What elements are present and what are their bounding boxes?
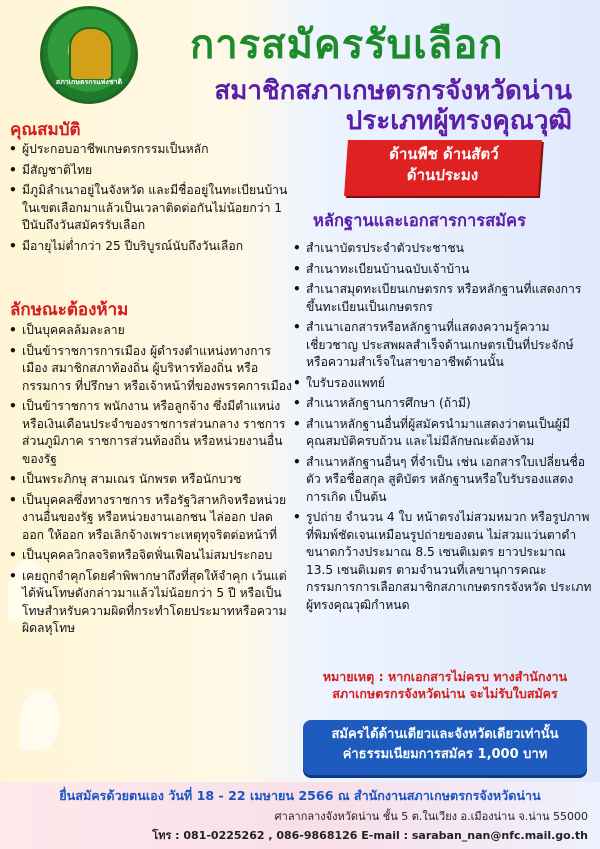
remark-note	[304, 668, 586, 702]
list-item: • สำเนาทะเบียนบ้านฉบับเจ้าบ้าน	[292, 261, 592, 279]
fee-line-1: สมัครได้ด้านเดียวและจังหวัดเดียวเท่านั้น	[331, 727, 559, 742]
qualifications-list	[8, 141, 293, 258]
badge-line-2: ด้านประมง	[406, 166, 479, 184]
fee-line-2: ค่าธรรมเนียมการสมัคร 1,000 บาท	[342, 747, 548, 762]
page-title: การสมัครรับเลือก	[190, 22, 504, 68]
documents-list	[292, 240, 592, 617]
list-item: • สำเนาบัตรประจำตัวประชาชน	[292, 240, 592, 258]
documents-heading: หลักฐานและเอกสารการสมัคร	[313, 211, 526, 230]
list-item: • เป็นข้าราชการการเมือง ผู้ดำรงตำแหน่งทางการเมือง สมาชิกสภาท้องถิ่น ผู้บริหารท้องถิ่น หรือกรรมการ ที่ปรึกษา หรือเจ้าหน้าที่ของพรรคการเมือง	[8, 343, 293, 396]
logo-emblem-icon	[69, 27, 113, 81]
list-item: • สำเนาหลักฐานการศึกษา (ถ้ามี)	[292, 395, 592, 413]
list-item: • เป็นข้าราชการ พนักงาน หรือลูกจ้าง ซึ่งมีตำแหน่งหรือเงินเดือนประจำของราชการส่วนกลาง ราชการส่วนภูมิภาค ราชการส่วนท้องถิ่น หรือหน่วยงานอื่นของรัฐ	[8, 398, 293, 468]
page-subtitle-1: สมาชิกสภาเกษตรกรจังหวัดน่าน	[214, 76, 572, 106]
list-item: • เป็นบุคคลวิกลจริตหรือจิตฟั่นเฟือนไม่สมประกอบ	[8, 547, 293, 565]
qualifications-heading: คุณสมบัติ	[10, 120, 81, 140]
remark-line-2: สภาเกษตรกรจังหวัดน่าน จะไม่รับใบสมัคร	[332, 686, 558, 701]
list-item: • สำเนาสมุดทะเบียนเกษตรกร หรือหลักฐานที่แสดงการขึ้นทะเบียนเป็นเกษตรกร	[292, 281, 592, 316]
list-item: • ผู้ประกอบอาชีพเกษตรกรรมเป็นหลัก	[8, 141, 293, 159]
list-item: • รูปถ่าย จำนวน 4 ใบ หน้าตรงไม่สวมหมวก หรือรูปภาพที่พิมพ์ชัดเจนเหมือนรูปถ่ายของตน ไม่สวมแว่นตาดำ ขนาดกว้างประมาณ 8.5 เซนติเมตร ยาวประมาณ 13.5 เซนติเมตร ตามจำนวนที่เลขานุการคณะกรรมการการเลือกสมาชิกสภาเกษตรกรจังหวัด ประเภทผู้ทรงคุณวุฒิกำหนด	[292, 509, 592, 614]
remark-line-1: หมายเหตุ : หากเอกสารไม่ครบ ทางสำนักงาน	[322, 669, 568, 684]
prohibitions-list	[8, 322, 293, 641]
list-item: • มีสัญชาติไทย	[8, 162, 293, 180]
prohibitions-heading: ลักษณะต้องห้าม	[10, 300, 129, 320]
list-item: • สำเนาหลักฐานอื่นๆ ที่จำเป็น เช่น เอกสารใบเปลี่ยนชื่อตัว หรือชื่อสกุล สูติบัตร หลักฐานหรือใบรับรองแสดงการเกิด เป็นต้น	[292, 454, 592, 507]
list-item: • เป็นพระภิกษุ สามเณร นักพรต หรือนักบวช	[8, 471, 293, 489]
list-item: • เคยถูกจำคุกโดยคำพิพากษาถึงที่สุดให้จำคุก เว้นแต่ได้พ้นโทษดังกล่าวมาแล้วไม่น้อยกว่า 5 ปี หรือเป็นโทษสำหรับความผิดที่กระทำโดยประมาทหรือความผิดลหุโทษ	[8, 568, 293, 638]
list-item: • มีอายุไม่ต่ำกว่า 25 ปีบริบูรณ์นับถึงวันเลือก	[8, 238, 293, 256]
footer-address: ศาลากลางจังหวัดน่าน ชั้น 5 ต.ในเวียง อ.เมืองน่าน จ.น่าน 55000	[274, 810, 588, 823]
footer-contact: โทร : 081-0225262 , 086-9868126 E-mail : saraban_nan@nfc.mail.go.th	[152, 829, 588, 842]
list-item: • ใบรับรองแพทย์	[292, 375, 592, 393]
footer-apply-info: ยื่นสมัครด้วยตนเอง วันที่ 18 - 22 เมษายน 2566 ณ สำนักงานสภาเกษตรกรจังหวัดน่าน	[59, 788, 541, 803]
footer	[0, 782, 600, 849]
list-item: • สำเนาเอกสารหรือหลักฐานที่แสดงความรู้ความเชี่ยวชาญ ประสพผลสำเร็จด้านเกษตรเป็นที่ประจักษ์ หรือความสำเร็จในสาขาอาชีพด้านนั้น	[292, 319, 592, 372]
list-item: • เป็นบุคคลล้มละลาย	[8, 322, 293, 340]
logo-text: สภาเกษตรกรแห่งชาติ	[55, 78, 123, 86]
council-logo	[40, 6, 138, 104]
page-subtitle-2: ประเภทผู้ทรงคุณวุฒิ	[345, 106, 572, 136]
list-item: • มีภูมิลำเนาอยู่ในจังหวัด และมีชื่ออยู่ในทะเบียนบ้านในเขตเลือกมาแล้วเป็นเวลาติดต่อกันไม่น้อยกว่า 1 ปีนับถึงวันสมัครรับเลือก	[8, 182, 293, 235]
decorative-leaf	[20, 690, 60, 750]
list-item: • สำเนาหลักฐานอื่นที่ผู้สมัครนำมาแสดงว่าตนเป็นผู้มีคุณสมบัติครบถ้วน และไม่มีลักษณะต้องห้าม	[292, 416, 592, 451]
category-badge	[344, 140, 542, 196]
fee-box	[303, 720, 587, 775]
badge-line-1: ด้านพืช ด้านสัตว์	[388, 145, 500, 163]
list-item: • เป็นบุคคลซึ่งทางราชการ หรือรัฐวิสาหกิจหรือหน่วยงานอื่นของรัฐ หรือหน่วยงานเอกชน ไล่ออก ปลดออก ให้ออก หรือเลิกจ้างเพราะเหตุทุจริตต่อหน้าที่	[8, 492, 293, 545]
